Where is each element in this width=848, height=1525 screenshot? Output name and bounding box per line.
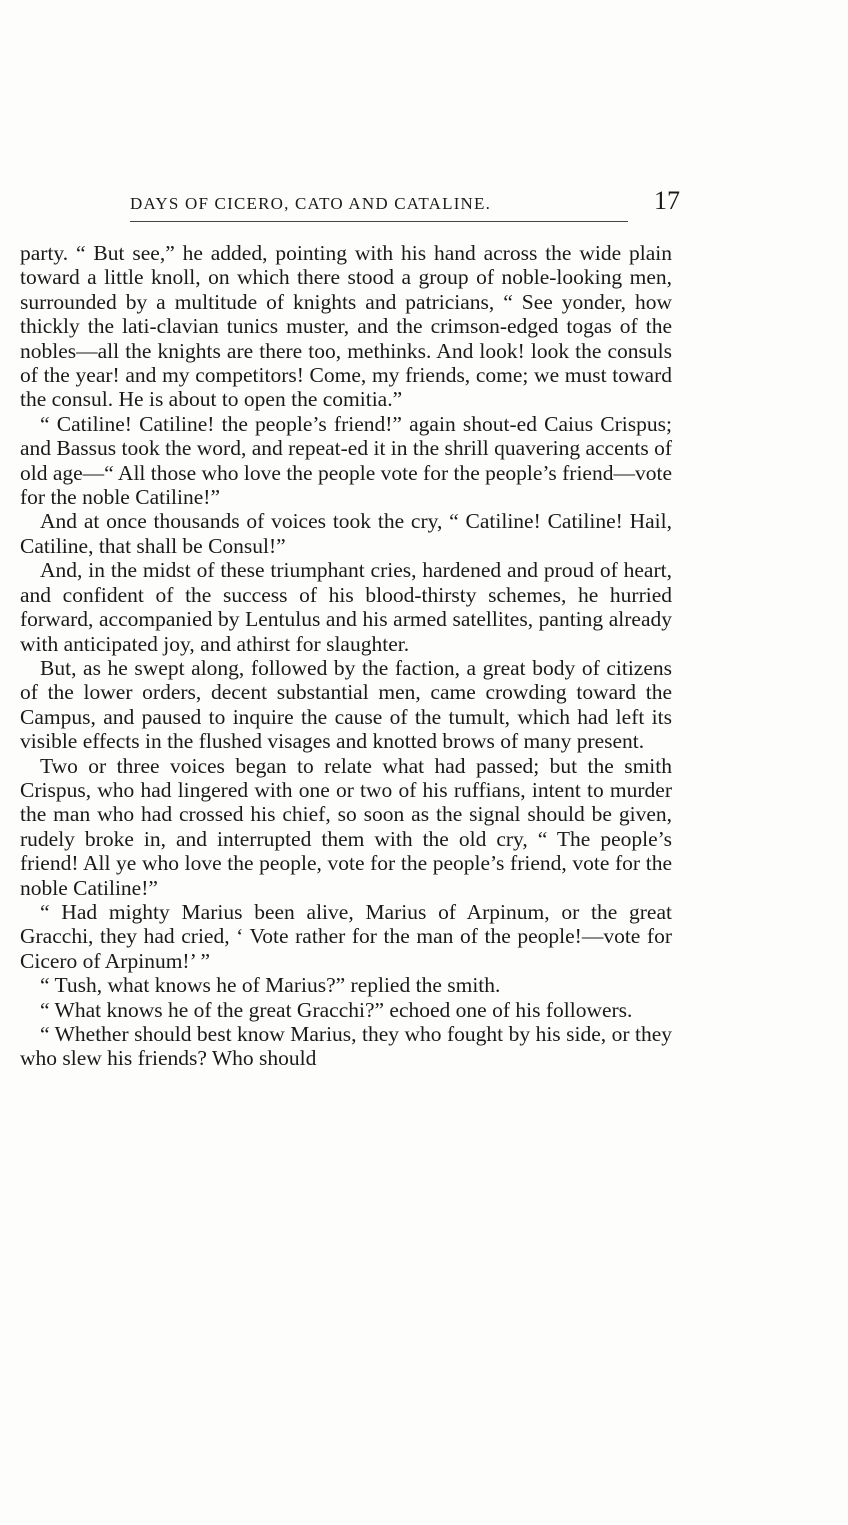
running-header	[20, 186, 680, 232]
running-title: DAYS OF CICERO, CATO AND CATALINE.	[130, 194, 492, 213]
header-rule	[130, 221, 628, 222]
paragraph: “ Whether should best know Marius, they who fought by his side, or they who slew his friends? Who should	[20, 1022, 672, 1071]
paragraph: party. “ But see,” he added, pointing with his hand across the wide plain toward a little knoll, on which there stood a group of noble-looking men, surrounded by a multitude of knights and patricians, “ See yonder, how thickly the lati-clavian tunics muster, and the crimson-edged togas of the nobles—all the knights are there too, methinks. And look! look the consuls of the year! and my competitors! Come, my friends, come; we must toward the consul. He is about to open the comitia.”	[20, 241, 672, 412]
paragraph: And at once thousands of voices took the cry, “ Catiline! Catiline! Hail, Catiline, that shall be Consul!”	[20, 509, 672, 558]
paragraph: “ Catiline! Catiline! the people’s friend!” again shout-ed Caius Crispus; and Bassus took the word, and repeat-ed it in the shrill quavering accents of old age—“ All those who love the people vote for the people’s friend—vote for the noble Catiline!”	[20, 411, 672, 510]
paragraph: “ What knows he of the great Gracchi?” echoed one of his followers.	[40, 997, 633, 1022]
paragraph: “ Had mighty Marius been alive, Marius of Arpinum, or the great Gracchi, they had cried, ‘ Vote rather for the man of the people!—vote for Cicero of Arpinum!’ ”	[20, 899, 672, 973]
paragraph: But, as he swept along, followed by the faction, a great body of citizens of the lower orders, decent substantial men, came crowding toward the Campus, and paused to inquire the cause of the tumult, which had left its visible effects in the flushed visages and knotted brows of many present.	[20, 655, 672, 754]
body-text	[20, 241, 672, 1071]
paragraph: And, in the midst of these triumphant cries, hardened and proud of heart, and confident of the success of his blood-thirsty schemes, he hurried forward, accompanied by Lentulus and his armed satellites, panting already with anticipated joy, and athirst for slaughter.	[20, 558, 672, 656]
paragraph: “ Tush, what knows he of Marius?” replied the smith.	[40, 973, 501, 998]
page-number: 17	[654, 186, 680, 215]
paragraph: Two or three voices began to relate what had passed; but the smith Crispus, who had lingered with one or two of his ruffians, intent to murder the man who had crossed his chief, so soon as the signal should be given, rudely broke in, and interrupted them with the old cry, “ The people’s friend! All ye who love the people, vote for the people’s friend, vote for the noble Catiline!”	[20, 753, 672, 900]
